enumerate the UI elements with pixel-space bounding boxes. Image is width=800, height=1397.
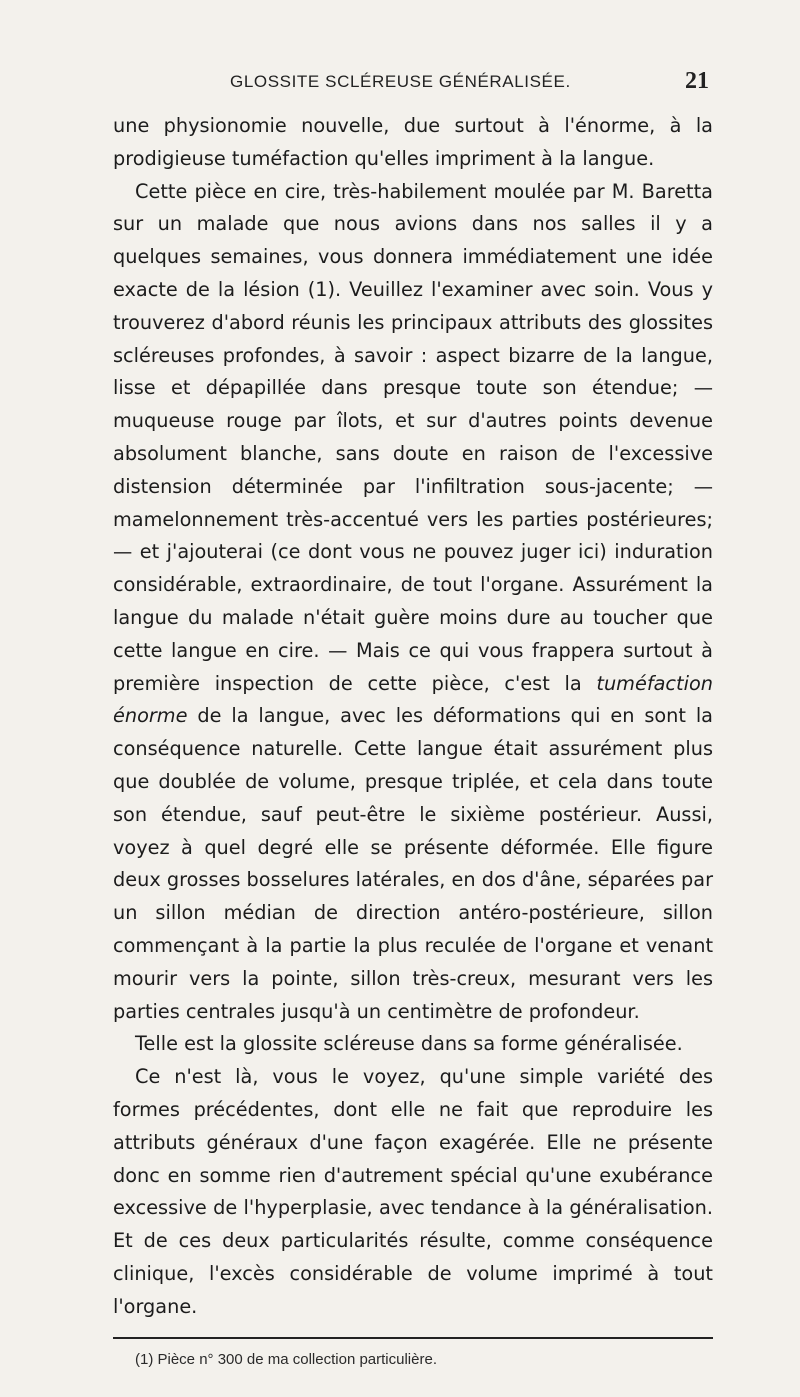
paragraph-3: Telle est la glossite scléreuse dans sa forme généralisée. (135, 1032, 683, 1056)
body-text (113, 110, 713, 1323)
running-header (115, 70, 715, 100)
footnote-divider (113, 1337, 713, 1339)
paragraph-2-text-a: Cette pièce en cire, très-habilement moulée par M. Baretta sur un malade que nous avions dans nos salles il y a quelques semaines, vous donnera immédiatement une idée exacte de la lésion (1). Veuillez l'examiner avec soin. Vous y trouverez d'abord réunis les principaux attributs des glossites scléreuses profondes, à savoir : aspect bizarre de la langue, lisse et dépapillée dans presque toute son étendue; — muqueuse rouge par îlots, et sur d'autres points devenue absolument blanche, sans doute en raison de l'excessive distension déterminée par l'infiltration sous-jacente; — mamelonnement très-accentué vers les parties postérieures; — et j'ajouterai (ce dont vous ne pouvez juger ici) induration considérable, extraordinaire, de tout l'organe. Assurément la langue du malade n'était guère moins dure au toucher que cette langue en cire. — Mais ce qui vous frappera surtout à première inspection de cette pièce, c'est la (113, 179, 713, 695)
footnote: (1) Pièce n° 300 de ma collection particulière. (135, 1351, 437, 1368)
paragraph-2-text-b: de la langue, avec les déformations qui en sont la conséquence naturelle. Cette langue était assurément plus que doublée de volume, presque triplée, et cela dans toute son étendue, sauf peut-être le sixième postérieur. Aussi, voyez à quel degré elle se présente déformée. Elle figure deux grosses bosselures latérales, en dos d'âne, séparées par un sillon médian de direction antéro-postérieure, sillon commençant à la partie la plus reculée de l'organe et venant mourir vers la pointe, sillon très-creux, mesurant vers les parties centrales jusqu'à un centimètre de profondeur. (113, 704, 713, 1023)
paragraph-4: Ce n'est là, vous le voyez, qu'une simple variété des formes précédentes, dont elle ne fait que reproduire les attributs généraux d'une façon exagérée. Elle ne présente donc en somme rien d'autrement spécial qu'une exubérance excessive de l'hyperplasie, avec tendance à la généralisation. Et de ces deux particularités résulte, comme conséquence clinique, l'excès considérable de volume imprimé à tout l'organe. (113, 1065, 713, 1318)
emphasized-phrase: tuméfaction énorme (113, 671, 713, 728)
page-number: 21 (685, 68, 709, 94)
running-title: GLOSSITE SCLÉREUSE GÉNÉRALISÉE. (230, 72, 571, 91)
paragraph-1: une physionomie nouvelle, due surtout à l'énorme, à la prodigieuse tuméfaction qu'elles impriment à la langue. (113, 114, 713, 170)
paragraph-2 (113, 176, 713, 1029)
